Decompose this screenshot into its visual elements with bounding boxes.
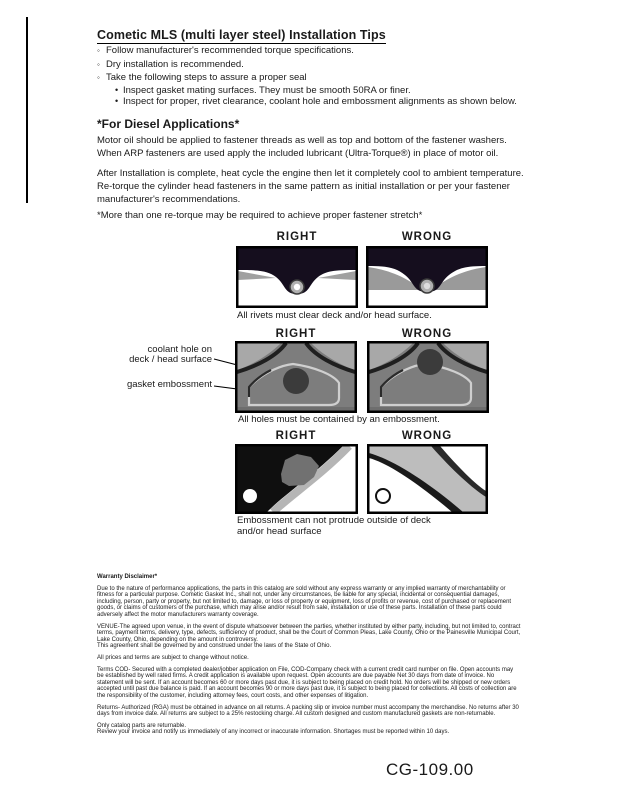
bolt-hole-icon bbox=[243, 489, 257, 503]
list-item bbox=[115, 96, 537, 107]
warranty-paragraph: Due to the nature of performance applications, the parts in this catalog are sold without any express warranty or any implied warranty of merchantability or fitness for a particular purpose. Cometic Gasket Inc., shall not, under any circumstances, be liable for any special, incidental or consequential damages, including, person, party or property, but not limited to, damage, or loss of property or equipment, loss of profits or revenue, cost of purchased or replacement goods, or claims of customers of the purchase, which may arise and/or result from sale, installation or use of these parts. Installation of these parts could adversely affect the motor manufacturers warranty coverage. bbox=[97, 585, 512, 618]
right-label-row1: RIGHT bbox=[276, 231, 318, 243]
diesel-para-2: After Installation is complete, heat cycle the engine then let it completely cool to ambient temperature. Re-torque the cylinder head fasteners in the same pattern as initial installation or per your fastener manufacturer's recommendations. bbox=[97, 168, 524, 205]
rivet-icon bbox=[290, 280, 304, 294]
warranty-paragraph: All prices and terms are subject to change without notice. bbox=[97, 654, 249, 661]
rivet-wrong-illustration bbox=[366, 246, 488, 308]
row2-caption: All holes must be contained by an embossment. bbox=[238, 414, 440, 425]
list-item bbox=[97, 58, 537, 72]
warranty-paragraph: Only catalog parts are returnable. bbox=[97, 722, 187, 729]
list-item-text: Dry installation is recommended. bbox=[106, 58, 244, 70]
list-item-text: Inspect gasket mating surfaces. They must be smooth 50RA or finer. bbox=[123, 84, 411, 96]
warranty-paragraph: Review your invoice and notify us immediately of any incorrect or inaccurate information. Shortages must be reported within 10 days. bbox=[97, 729, 450, 736]
warranty-paragraph: Terms COD- Secured with a completed dealer/jobber application on File, COD-Company check with a current credit card number on file. Open accounts may be established by well rated firms. A credit application is available upon request. Open accounts are due payable Net 30 days from date of invoice. No statement will be sent. If an account becomes 60 or more days past due, it is subject to being placed on credit hold. No orders will be shipped or new orders accepted until past due balance is paid. If an account becomes 90 or more days past due, it is subject to being placed for collections. All costs of collection are the responsibility of the customer, including attorney fees, court costs, and other expenses of litigation. bbox=[97, 666, 517, 699]
wrong-label-row1: WRONG bbox=[401, 231, 453, 243]
warranty-heading: Warranty Disclaimer* bbox=[97, 574, 158, 580]
circle-bullet-icon: ◦ bbox=[97, 59, 100, 69]
warranty-paragraph: This agreement shall be governed by and construed under the laws of the State of Ohio. bbox=[97, 643, 332, 650]
warranty-disclaimer bbox=[97, 574, 521, 736]
warranty-paragraph: Returns- Authorized (RGA) must be obtained in advance on all returns. A packing slip or invoice number must accompany the merchandise. No returns after 30 days from invoice date. All returns are subject to a 25% restocking charge. All custom designed and custom manufactured gaskets are non-returnable. bbox=[97, 704, 519, 718]
wrong-label-row3: WRONG bbox=[401, 430, 453, 442]
list-item bbox=[115, 85, 537, 96]
list-item-text: Inspect for proper, rivet clearance, coolant hole and embossment alignments as shown below. bbox=[123, 95, 517, 107]
wrong-label-row2: WRONG bbox=[401, 328, 453, 340]
page-code: CG-109.00 bbox=[386, 760, 474, 779]
list-item-text: Take the following steps to assure a proper seal bbox=[106, 72, 307, 83]
embossment-wrong-illustration bbox=[367, 341, 489, 413]
protrusion-wrong-illustration bbox=[367, 444, 488, 514]
diesel-note: *More than one re-torque may be required to achieve proper fastener stretch* bbox=[97, 210, 423, 221]
circle-bullet-icon: ◦ bbox=[97, 46, 100, 55]
coolant-hole-icon bbox=[283, 368, 309, 394]
coolant-hole-icon bbox=[417, 349, 443, 375]
coolant-hole-callout: coolant hole on deck / head surface bbox=[129, 344, 212, 365]
installation-tips-list bbox=[97, 44, 537, 107]
embossment-right-illustration bbox=[235, 341, 357, 413]
diesel-heading: *For Diesel Applications* bbox=[97, 117, 240, 131]
page-edge-mark bbox=[26, 17, 28, 203]
dot-bullet-icon: • bbox=[115, 84, 119, 95]
row3-caption: Embossment can not protrude outside of deck and/or head surface bbox=[237, 515, 431, 537]
protrusion-right-illustration bbox=[235, 444, 358, 514]
right-label-row2: RIGHT bbox=[275, 328, 317, 340]
right-label-row3: RIGHT bbox=[275, 430, 317, 442]
warranty-paragraph: VENUE-The agreed upon venue, in the event of dispute whatsoever between the parties, whether instituted by either party, including, but not limited to, contract terms, payment terms, delivery, type, defects, sufficiency of product, shall be the Court of Common Pleas, Lake County, Ohio or the Painesville Municipal Court, Lake County, Ohio, depending on the amount in controversy. bbox=[97, 623, 521, 643]
diesel-para-1: Motor oil should be applied to fastener threads as well as top and bottom of the fastener washers. When ARP fasteners are used apply the included lubricant (Ultra-Torque®) in place of motor oil. bbox=[97, 135, 507, 159]
circle-bullet-icon: ◦ bbox=[97, 73, 100, 82]
rivet-icon bbox=[420, 279, 434, 293]
list-item bbox=[97, 44, 537, 58]
dot-bullet-icon: • bbox=[115, 95, 119, 106]
bolt-hole-icon bbox=[376, 489, 390, 503]
gasket-embossment-callout: gasket embossment bbox=[126, 379, 212, 390]
page-title: Cometic MLS (multi layer steel) Installation Tips bbox=[97, 28, 386, 42]
list-item bbox=[97, 71, 537, 85]
rivet-right-illustration bbox=[236, 246, 358, 308]
list-item-text: Follow manufacturer's recommended torque specifications. bbox=[106, 45, 354, 56]
row1-caption: All rivets must clear deck and/or head surface. bbox=[237, 310, 432, 321]
